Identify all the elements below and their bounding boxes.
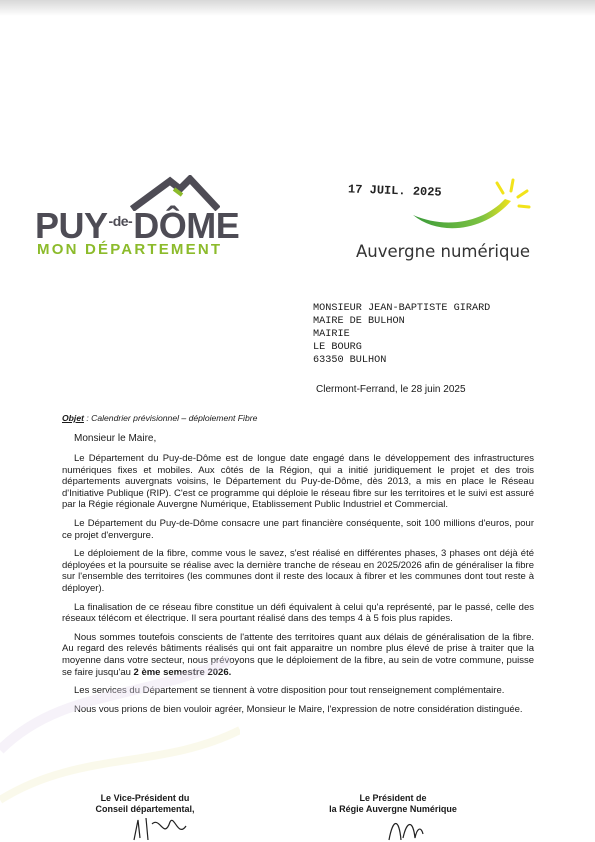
address-line: 63350 BULHON (313, 355, 387, 366)
paragraph: Le déploiement de la fibre, comme vous le savez, s'est réalisé en différentes phases, 3 phases ont déjà été déployées et la poursuite se réalise avec la dernière tranche de réseau en 2025/2026 afin de généraliser la fibre sur l'ensemble des territoires (les communes dont il reste des locaux à fibrer et les communes dont tout reste à déployer). (62, 548, 534, 594)
subject-line (62, 413, 257, 423)
signature-title: Le Vice-Président du (100, 793, 190, 803)
handwritten-signature-right (385, 814, 425, 842)
puy-de-dome-logo (35, 175, 250, 265)
pdd-title-left: PUY (35, 205, 108, 246)
signature-block-right (308, 793, 478, 815)
auvergne-numerique-text: Auvergne numérique (356, 242, 531, 261)
address-line: MAIRE DE BULHON (313, 316, 405, 327)
received-date-stamp: 17 JUIL. 2025 (347, 182, 442, 200)
paragraph: Les services du Département se tiennent à votre disposition pour tout renseignement complémentaire. (74, 685, 505, 697)
auvergne-numerique-logo (355, 175, 535, 265)
subject-label: Objet (62, 413, 84, 423)
address-line: LE BOURG (313, 342, 362, 353)
address-line: MONSIEUR JEAN-BAPTISTE GIRARD (313, 303, 491, 314)
place-date: Clermont-Ferrand, le 28 juin 2025 (316, 384, 466, 395)
salutation: Monsieur le Maire, (74, 433, 157, 444)
signature-title: Le Président de (359, 793, 427, 803)
signature-title: Conseil départemental, (95, 804, 195, 814)
paragraph: Le Département du Puy-de-Dôme est de longue date engagé dans le développement des infrastructures numériques fixes et mobiles. Aux côtés de la Région, qui a initié juridiquement le projet et des trois départements auvergnats voisins, le Département du Puy-de-Dôme, dès 2013, a mis en place le Réseau d'Initiative Publique (RIP). C'est ce programme qui déploie le réseau fibre sur les territoires et le suivi est assuré par la Régie régionale Auvergne Numérique, Etablissement Public Industriel et Commercial. (62, 453, 534, 511)
signature-title: la Régie Auvergne Numérique (329, 804, 457, 814)
paragraph: La finalisation de ce réseau fibre constitue un défi équivalent à celui qu'a représenté, par le passé, celle des réseaux télécom et électrique. Il sera pourtant réalisé dans des temps 4 à 5 fois plus rapides. (62, 601, 534, 625)
address-line: MAIRIE (313, 329, 350, 340)
subject-text: : Calendrier prévisionnel – déploiement Fibre (83, 413, 258, 423)
paragraph-text: Nous sommes toutefois conscients de l'attente des territoires quant aux délais de généralisation de la fibre. Au regard des relevés bâtiments réalisés qui ont fait apparaitre un nombre plus élevé de prise à traiter que la moyenne dans votre secteur, nous prévoyons que le déploiement de la fibre, au sein de votre commune, puisse se faire jusqu'au (62, 631, 534, 678)
pdd-title-right: DÔME (133, 205, 240, 246)
scan-border (0, 0, 595, 16)
paragraph: Nous vous prions de bien vouloir agréer, Monsieur le Maire, l'expression de notre considération distinguée. (74, 703, 523, 715)
recipient-address (313, 302, 490, 367)
paragraph: Le Département du Puy-de-Dôme consacre une part financière conséquente, soit 100 millions d'euros, pour ce projet d'envergure. (62, 517, 534, 541)
watermark-graphic (0, 600, 240, 842)
swoosh-icon (355, 175, 535, 241)
pdd-title-mid: -de- (108, 213, 133, 229)
deadline-bold: 2 ème semestre 2026. (133, 666, 232, 678)
pdd-subtitle: MON DÉPARTEMENT (37, 241, 223, 258)
